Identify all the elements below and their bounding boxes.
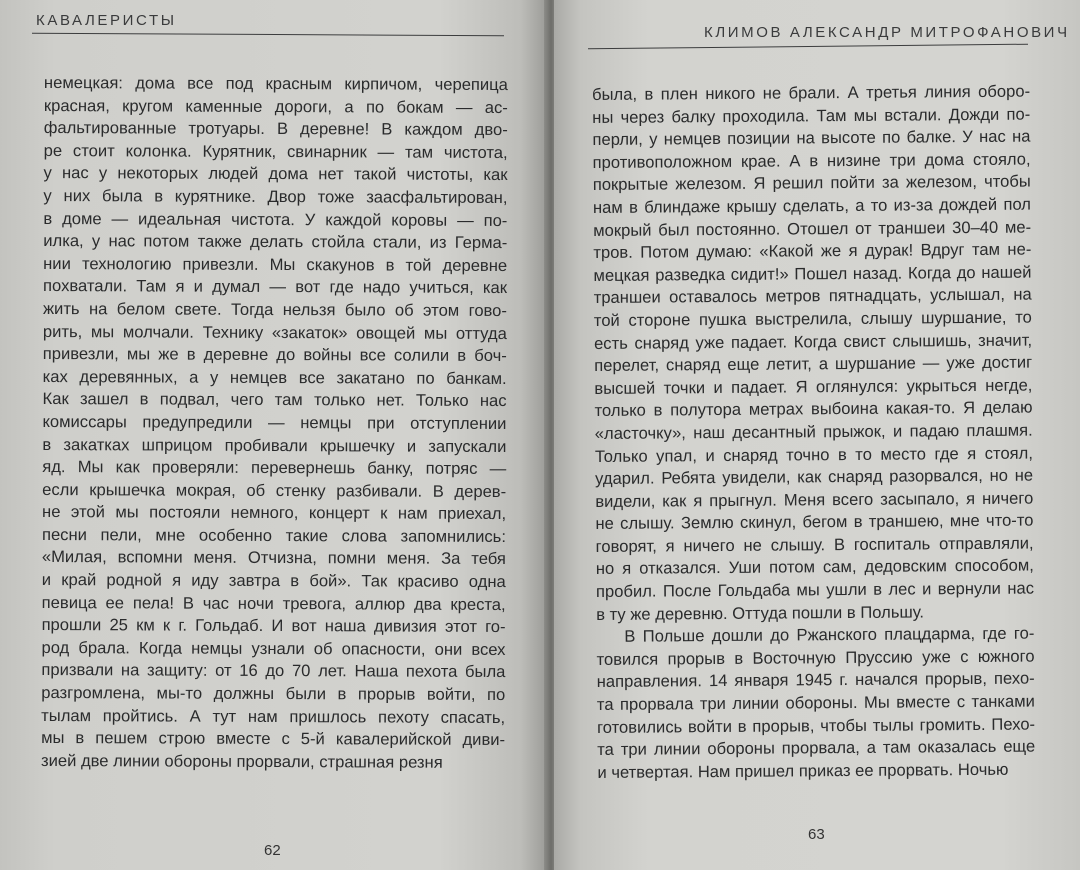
text-line: В Польше дошли до Ржанского плацдарма, где го- — [624, 623, 1035, 647]
text-line: направления. 14 января 1945 г. начался прорыв, пехо- — [596, 668, 1035, 692]
text-line: призвали на защиту: от 16 до 70 лет. Наша пехота была — [41, 660, 506, 682]
text-line: рить, мы молчали. Технику «закаток» овощей мы оттуда — [42, 321, 507, 343]
text-line: та три линии обороны прорвала, а там оказалась еще — [597, 736, 1036, 760]
text-line: в закатках шприцом пробивали крышечку и запускали — [42, 434, 507, 456]
text-line: высшей точки и падает. Я оглянулся: укрыться негде, — [594, 375, 1033, 398]
text-line: есть снаряд уже падает. Когда свист слышишь, значит, — [593, 330, 1033, 353]
text-line: покрытые железом. Я решил пойти за железом, чтобы — [592, 171, 1031, 195]
text-line: ках деревянных, а у немцев все закатано по банкам. — [42, 366, 507, 388]
text-line: перелет, снаряд еще летит, а шуршание — уже достиг — [594, 352, 1033, 376]
text-line: зией две линии обороны прорвали, страшная резня — [40, 750, 443, 772]
text-line: разгромлена, мы-то должны были в прорыв войти, по — [41, 683, 506, 705]
text-line: тылам пройтись. А тут нам пришлось пехоту спасать, — [41, 705, 506, 727]
text-line: «ласточку», наш десантный прыжок, и падаю плашмя. — [594, 420, 1033, 443]
text-line: красная, кругом каменные дороги, а по бокам — ас- — [43, 95, 508, 117]
text-line: мецкая разведка сидит!» Пошел назад. Когда до нашей — [593, 262, 1032, 285]
text-line: род брала. Когда немцы узнали об опасности, они всех — [41, 637, 506, 659]
text-line: похватали. Там я и думал — вот где надо учиться, как — [43, 276, 508, 298]
text-line: если крышечка мокрая, об стенку разбивали. В дерев- — [42, 479, 507, 501]
text-line: немецкая: дома все под красным кирпичом, черепица — [43, 72, 508, 95]
text-line: товился прорыв в Восточную Пруссию уже с южного — [596, 646, 1035, 669]
text-line: мокрый был постоянно. Отошел от траншеи 30–40 ме- — [593, 217, 1032, 240]
text-line: нии технологию привезли. Мы скакунов в той деревне — [43, 253, 508, 275]
text-line: мы в пешем строю вместе с 5-й кавалерийской диви- — [41, 728, 506, 750]
text-line: готовились войти в прорыв, чтобы тылы громить. Пехо- — [596, 714, 1036, 737]
text-line: та прорвала три линии обороны. Мы вместе с танками — [596, 691, 1035, 715]
right-page — [554, 0, 1080, 870]
text-line: прошли 25 км к г. Гольдаб. И вот наша дивизия этот го- — [41, 615, 506, 637]
text-line: яд. Мы как проверяли: перевернешь банку, потряс — — [42, 457, 507, 479]
text-line: у них была в курятнике. Двор тоже заасфальтирован, — [43, 185, 508, 207]
text-line: певица ее пела! В час ночи тревога, аллюр два креста, — [41, 592, 506, 614]
text-line: нам в блиндаже крышу сделать, а то из-за дождей пол — [592, 194, 1032, 217]
text-line: Только упал, и снаряд точно в то место где я стоял, — [594, 443, 1033, 466]
text-line: и четвертая. Нам пришел приказ ее прорвать. Ночью — [597, 759, 1009, 782]
text-line: комиссары предупредили — немцы при отступлении — [42, 411, 507, 433]
text-line: привезли, мы же в деревне до войны все солили в боч- — [42, 344, 507, 366]
text-line: ре стоит колонка. Курятник, свинарник — там чистота, — [43, 140, 508, 162]
text-line: перли, у немцев позиции на высоте по балке. У нас на — [592, 126, 1031, 150]
text-line: песни пели, мне особенно такие слова запомнились: — [41, 524, 507, 546]
page-number-right: 63 — [808, 826, 825, 843]
text-line: жить на белом свете. Тогда нельзя было об этом гово- — [42, 298, 508, 320]
text-line: видели, как я прыгнул. Меня всего засыпало, я ничего — [595, 488, 1034, 511]
text-line: илка, у нас потом также делать стойла стали, из Герма- — [43, 231, 508, 253]
text-line: фальтированные тротуары. В деревне! В каждом дво- — [43, 118, 508, 140]
text-line: ны через балку проходила. Там мы встали. Дожди по- — [592, 104, 1031, 127]
left-page-text — [41, 72, 508, 774]
running-head-left: КАВАЛЕРИСТЫ — [36, 12, 177, 29]
text-line: только в полутора метрах выбоина какая-то. Я делаю — [594, 397, 1033, 421]
text-line: Как зашел в подвал, чего там только нет. Только нас — [42, 389, 507, 411]
text-line: была, в плен никого не брали. А третья линия оборо- — [592, 81, 1031, 104]
text-line: ударил. Ребята увидели, как снаряд разорвался, но не — [595, 465, 1034, 489]
text-line: в доме — идеальная чистота. У каждой коровы — по- — [43, 208, 508, 230]
text-line: противоположном крае. А в низине три дома стояло, — [592, 149, 1031, 172]
running-head-right: КЛИМОВ АЛЕКСАНДР МИТРОФАНОВИЧ — [704, 24, 1070, 41]
header-rule-left — [32, 33, 504, 36]
text-line: но я отказался. Уши потом сам, дедовским способом, — [595, 556, 1034, 579]
text-line: не слышу. Землю скинул, бегом в траншею, мне что-то — [595, 510, 1034, 534]
text-line: «Милая, вспомни меня. Отчизна, помни меня. За тебя — [41, 547, 506, 569]
text-line: и край родной я иду завтра в бой». Так красиво одна — [41, 570, 506, 592]
text-line: тров. Потом думаю: «Какой же я дурак! Вдруг там не- — [593, 239, 1032, 263]
text-line: пробил. После Гольдаба мы ушли в лес и вернули нас — [595, 578, 1035, 602]
page-number-left: 62 — [264, 842, 281, 859]
text-line: той стороне пушка выстрелила, слышу шуршание, то — [593, 307, 1032, 330]
text-line: не этой мы постояли немного, концерт к нам приехал, — [42, 502, 507, 524]
text-line: траншеи оставалось метров пятнадцать, услышал, на — [593, 284, 1032, 308]
text-line: у нас у некоторых людей дома нет такой чистоты, как — [43, 163, 508, 185]
text-line: в ту же деревню. Оттуда пошли в Польшу. — [596, 602, 925, 624]
right-page-text — [592, 81, 1035, 785]
header-rule-right — [588, 44, 1028, 50]
text-line: говорят, я ничего не слышу. В госпиталь отправляли, — [595, 533, 1034, 556]
